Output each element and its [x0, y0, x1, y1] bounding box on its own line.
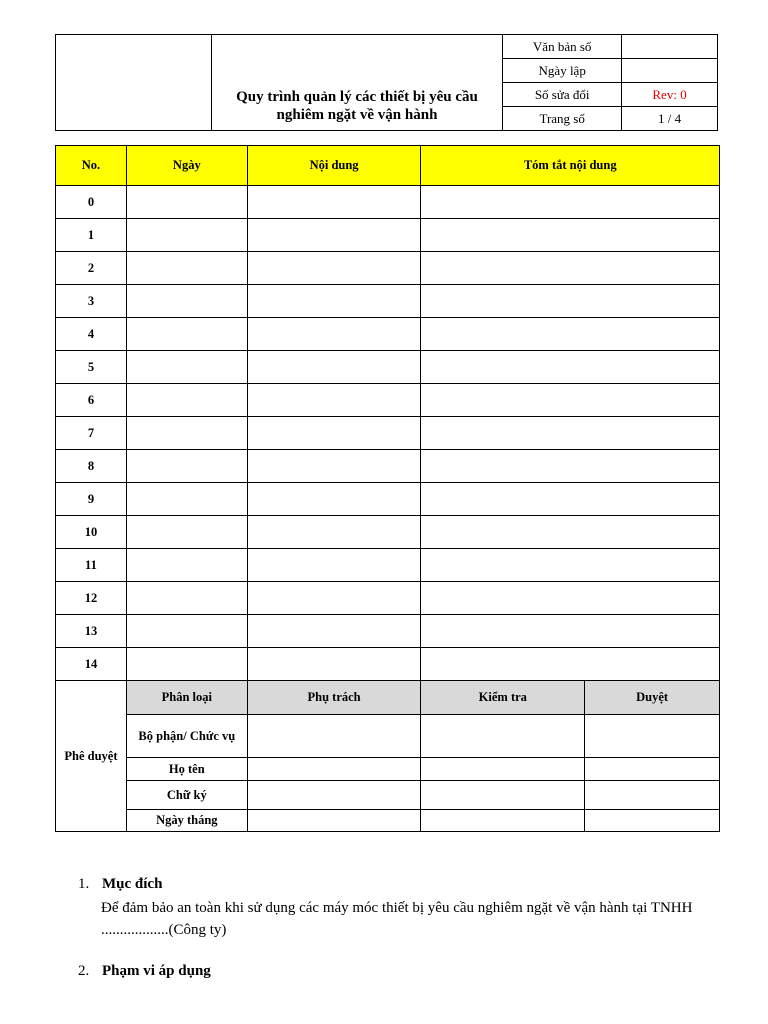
signature-cell — [421, 758, 585, 781]
section-number: 1. — [78, 876, 90, 892]
row-number: 3 — [56, 285, 127, 318]
section-title: Phạm vi áp dụng — [102, 963, 211, 979]
approval-col-in-charge: Phụ trách — [247, 681, 421, 715]
summary-cell — [421, 252, 720, 285]
signature-cell — [585, 781, 720, 810]
field-label-page: Trang số — [503, 107, 622, 131]
field-value-revision: Rev: 0 — [622, 83, 718, 107]
date-cell — [126, 219, 247, 252]
row-number: 7 — [56, 417, 127, 450]
date-cell — [126, 615, 247, 648]
content-cell — [247, 384, 421, 417]
date-cell — [126, 450, 247, 483]
content-cell — [247, 252, 421, 285]
section-scope-heading — [78, 963, 211, 980]
date-cell — [126, 351, 247, 384]
col-header-date: Ngày — [126, 146, 247, 186]
row-number: 5 — [56, 351, 127, 384]
content-cell — [247, 483, 421, 516]
content-cell — [247, 582, 421, 615]
row-number: 2 — [56, 252, 127, 285]
signature-cell — [421, 810, 585, 832]
approval-row-label: Họ tên — [126, 758, 247, 781]
date-cell — [126, 186, 247, 219]
date-cell — [126, 483, 247, 516]
revision-history-table — [55, 145, 720, 832]
signature-cell — [585, 758, 720, 781]
summary-cell — [421, 483, 720, 516]
table-row — [56, 483, 720, 516]
content-cell — [247, 615, 421, 648]
approval-row-label: Ngày tháng — [126, 810, 247, 832]
signature-cell — [247, 781, 421, 810]
summary-cell — [421, 648, 720, 681]
table-row — [56, 615, 720, 648]
approval-col-category: Phân loại — [126, 681, 247, 715]
summary-cell — [421, 549, 720, 582]
table-row — [56, 186, 720, 219]
approval-row-signature — [56, 781, 720, 810]
date-cell — [126, 516, 247, 549]
field-value-created-date — [622, 59, 718, 83]
field-value-doc-number — [622, 35, 718, 59]
date-cell — [126, 582, 247, 615]
logo-cell — [56, 35, 212, 131]
content-cell — [247, 285, 421, 318]
summary-cell — [421, 318, 720, 351]
document-header — [55, 34, 718, 131]
approval-col-approver: Duyệt — [585, 681, 720, 715]
row-number: 9 — [56, 483, 127, 516]
content-cell — [247, 186, 421, 219]
section-purpose-heading — [78, 876, 162, 893]
content-cell — [247, 318, 421, 351]
field-value-page: 1 / 4 — [622, 107, 718, 131]
summary-cell — [421, 285, 720, 318]
table-row — [56, 417, 720, 450]
section-purpose-text: Để đảm bảo an toàn khi sử dụng các máy móc thiết bị yêu cầu nghiêm ngặt về vận hành tại TNHH ..................(Công ty) — [101, 900, 693, 938]
date-cell — [126, 285, 247, 318]
signature-cell — [421, 715, 585, 758]
table-row — [56, 384, 720, 417]
summary-cell — [421, 219, 720, 252]
date-cell — [126, 417, 247, 450]
table-row — [56, 516, 720, 549]
approval-row-date — [56, 810, 720, 832]
table-row — [56, 648, 720, 681]
field-label-created-date: Ngày lập — [503, 59, 622, 83]
summary-cell — [421, 516, 720, 549]
summary-cell — [421, 351, 720, 384]
row-number: 4 — [56, 318, 127, 351]
row-number: 0 — [56, 186, 127, 219]
signature-cell — [585, 715, 720, 758]
signature-cell — [247, 715, 421, 758]
row-number: 8 — [56, 450, 127, 483]
signature-cell — [585, 810, 720, 832]
date-cell — [126, 549, 247, 582]
signature-cell — [421, 781, 585, 810]
field-label-doc-number: Văn bản số — [503, 35, 622, 59]
approval-row-department — [56, 715, 720, 758]
table-row — [56, 582, 720, 615]
row-number: 11 — [56, 549, 127, 582]
date-cell — [126, 648, 247, 681]
approval-row-name — [56, 758, 720, 781]
col-header-summary: Tóm tắt nội dung — [421, 146, 720, 186]
table-row — [56, 252, 720, 285]
approval-label: Phê duyệt — [56, 681, 127, 832]
date-cell — [126, 318, 247, 351]
section-title: Mục đích — [102, 876, 163, 892]
content-cell — [247, 450, 421, 483]
content-cell — [247, 516, 421, 549]
content-cell — [247, 219, 421, 252]
field-label-revision: Số sửa đổi — [503, 83, 622, 107]
content-cell — [247, 351, 421, 384]
signature-cell — [247, 758, 421, 781]
content-cell — [247, 648, 421, 681]
col-header-content: Nội dung — [247, 146, 421, 186]
summary-cell — [421, 615, 720, 648]
row-number: 13 — [56, 615, 127, 648]
row-number: 10 — [56, 516, 127, 549]
table-row — [56, 351, 720, 384]
date-cell — [126, 252, 247, 285]
summary-cell — [421, 384, 720, 417]
row-number: 14 — [56, 648, 127, 681]
approval-row-label: Bộ phận/ Chức vụ — [126, 715, 247, 758]
row-number: 12 — [56, 582, 127, 615]
revision-header-row — [56, 146, 720, 186]
table-row — [56, 450, 720, 483]
approval-col-checker: Kiểm tra — [421, 681, 585, 715]
summary-cell — [421, 582, 720, 615]
summary-cell — [421, 186, 720, 219]
table-row — [56, 318, 720, 351]
content-cell — [247, 549, 421, 582]
section-number: 2. — [78, 963, 90, 979]
row-number: 1 — [56, 219, 127, 252]
table-row — [56, 219, 720, 252]
date-cell — [126, 384, 247, 417]
approval-row-label: Chữ ký — [126, 781, 247, 810]
table-row — [56, 549, 720, 582]
approval-header-row — [56, 681, 720, 715]
document-title: Quy trình quản lý các thiết bị yêu cầu nghiêm ngặt về vận hành — [211, 35, 503, 131]
signature-cell — [247, 810, 421, 832]
row-number: 6 — [56, 384, 127, 417]
col-header-no: No. — [56, 146, 127, 186]
table-row — [56, 285, 720, 318]
content-cell — [247, 417, 421, 450]
summary-cell — [421, 450, 720, 483]
summary-cell — [421, 417, 720, 450]
